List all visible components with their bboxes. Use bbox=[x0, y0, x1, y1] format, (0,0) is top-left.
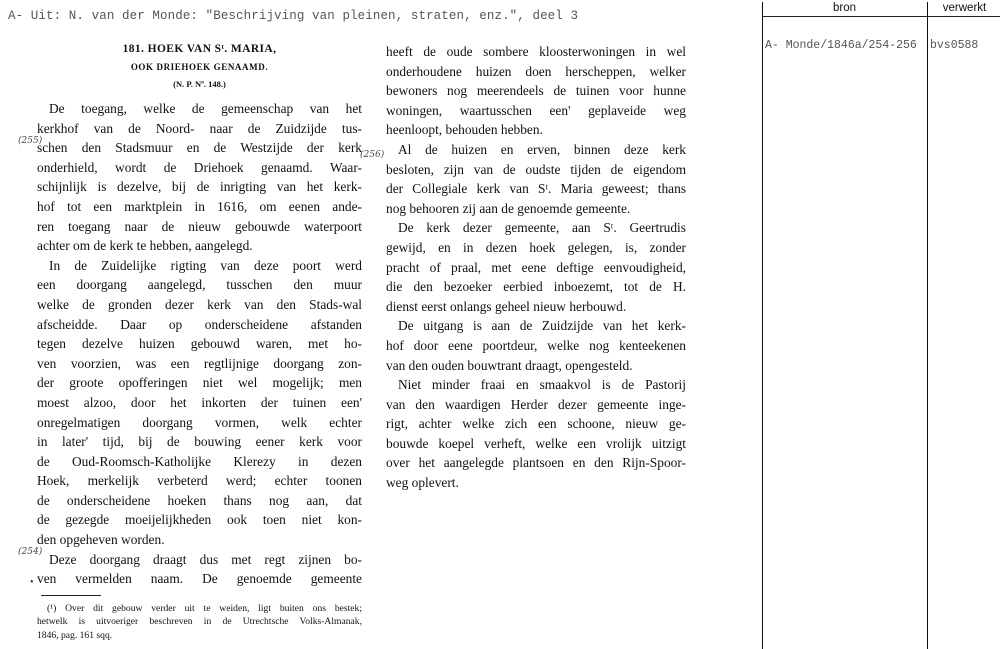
text-line: heenloopt, behouden hebben. bbox=[386, 122, 543, 138]
text-line: onderhield, wordt de Driehoek genaamd. Waar- bbox=[37, 159, 362, 175]
text-line: de gezegde moeijelijkheden ook toen niet kon- bbox=[37, 512, 362, 528]
footnote-rule bbox=[41, 595, 101, 596]
text-line: gewijd, en in dezen hoek gelegen, is, zonder bbox=[386, 239, 686, 255]
source-citation-line: A- Uit: N. van der Monde: "Beschrijving van pleinen, straten, enz.", deel 3 bbox=[8, 9, 579, 23]
text-line: rigt, achter welke zich een schoone, nieuw ge- bbox=[386, 416, 686, 432]
text-line: der Collegiale kerk van Sᵗ. Maria geweest; thans bbox=[386, 181, 686, 197]
text-line: bouwde koepel verheft, welke een vrolijk uitzigt bbox=[386, 435, 686, 451]
text-line: afscheidde. Daar op onderscheidene afstanden bbox=[37, 316, 362, 332]
text-line: ven voorzien, was een regtlijnige doorgang zon- bbox=[37, 355, 362, 371]
text-line: een doorgang aangelegd, tusschen den muur bbox=[37, 277, 362, 293]
table-header-rule bbox=[762, 16, 1000, 17]
text-line: onderhoudene huizen doen herscheppen, welker bbox=[386, 63, 686, 79]
text-line: besloten, zijn van de oudste tijden de eigendom bbox=[386, 161, 686, 177]
text-line: over het aangelegde plantsoen en den Rijn-Spoor- bbox=[386, 455, 686, 471]
text-line: Hoek, merkelijk verbeterd werd; echter toonen bbox=[37, 473, 362, 489]
margin-note-page-256: (256) bbox=[360, 150, 385, 160]
text-line: woningen, waartusschen een' geplaveide weg bbox=[386, 102, 686, 118]
table-border-middle bbox=[927, 2, 928, 649]
text-line: hof tot een marktplein in 1616, om eenen ande- bbox=[37, 198, 362, 214]
left-column-text bbox=[37, 99, 362, 589]
footnote-line: hetwelk is uitvoeriger beschreven in de Utrechtsche Volks-Almanak, bbox=[37, 616, 362, 628]
footnote-line: 1846, pag. 161 sqq. bbox=[37, 629, 113, 641]
text-line: nog behooren zij aan de genoemde gemeente. bbox=[386, 200, 631, 216]
text-line: de onderscheidene hoeken thans nog aan, dat bbox=[37, 492, 362, 508]
text-line: in later' tijd, bij de bouwing eener kerk voor bbox=[37, 434, 362, 450]
article-subtitle: OOK DRIEHOEK GENAAMD. bbox=[130, 62, 269, 72]
footnote-line: (¹) Over dit gebouw verder uit te weiden, ligt buiten ons bestek; bbox=[47, 602, 362, 614]
table-cell-bron: A- Monde/1846a/254-256 bbox=[765, 39, 917, 52]
footnote bbox=[37, 602, 362, 643]
text-line: moest alzoo, door het inkorten der tuinen een' bbox=[37, 394, 362, 410]
text-line: die den bezoeker eerbied inboezemt, tot de H. bbox=[386, 279, 686, 295]
text-line: Deze doorgang draagt dus met regt zijnen bo- bbox=[49, 551, 362, 567]
column-header-verwerkt: verwerkt bbox=[942, 2, 987, 14]
text-line: ren toegang naar de nieuw gebouwde waterpoort bbox=[37, 218, 362, 234]
text-line: De uitgang is aan de Zuidzijde van het kerk- bbox=[398, 318, 686, 334]
text-line: van den waardigen Herder dezer gemeente inge- bbox=[386, 396, 686, 412]
text-line: schen den Stadsmuur en de Westzijde der kerk bbox=[37, 140, 362, 156]
left-column bbox=[37, 42, 362, 642]
right-column bbox=[386, 42, 686, 493]
table-cell-verwerkt: bvs0588 bbox=[930, 39, 979, 52]
margin-note-page-255: (255) bbox=[18, 136, 43, 146]
text-line: De toegang, welke de gemeenschap van het bbox=[49, 101, 362, 116]
margin-note-page-254: (254) bbox=[18, 547, 43, 557]
text-line: hof door eene poortdeur, welke nog kenteekenen bbox=[386, 337, 686, 353]
article-reference: (N. P. Nº. 148.) bbox=[173, 79, 226, 89]
text-line: onregelmatigen doorgang vormen, welk echter bbox=[37, 414, 362, 430]
text-line: van den ouden bouwtrant draagt, opengesteld. bbox=[386, 357, 633, 373]
text-line: schijnlijk is dezelve, bij de inrigting van het kerk- bbox=[37, 179, 362, 195]
text-line: ven vermelden naam. De genoemde gemeente bbox=[37, 571, 362, 587]
text-line: achter om de kerk te hebben, aangelegd. bbox=[37, 238, 253, 254]
source-table bbox=[762, 0, 1000, 649]
text-line: dienst eerst onlangs geheel nieuw herbouwd. bbox=[386, 298, 627, 314]
column-header-bron: bron bbox=[832, 2, 857, 14]
table-border-left bbox=[762, 2, 763, 649]
text-line: kerkhof van de Noord- naar de Zuidzijde tus- bbox=[37, 120, 362, 136]
text-line: de Oud-Roomsch-Katholijke Klerezy in dezen bbox=[37, 453, 362, 469]
margin-dot: • bbox=[30, 577, 34, 588]
text-line: der groote opofferingen niet wel mogelijk; men bbox=[37, 375, 362, 391]
text-line: weg oplevert. bbox=[386, 475, 459, 491]
text-line: den opgeheven worden. bbox=[37, 532, 165, 548]
text-line: In de Zuidelijke rigting van deze poort werd bbox=[49, 257, 362, 273]
text-line: tegen dezelve huizen gebouwd waren, met ho- bbox=[37, 336, 362, 352]
text-line: heeft de oude sombere kloosterwoningen in wel bbox=[386, 44, 686, 59]
text-line: Niet minder fraai en smaakvol is de Pastorij bbox=[398, 377, 686, 393]
text-line: welke de gronden dezer kerk van den Stads-wal bbox=[37, 296, 362, 312]
right-column-text bbox=[386, 42, 686, 493]
text-line: De kerk dezer gemeente, aan Sᵗ. Geertrudis bbox=[398, 220, 686, 236]
text-line: Al de huizen en erven, binnen deze kerk bbox=[398, 141, 686, 157]
text-line: bewoners nog meerendeels de tuinen voor hunne bbox=[386, 83, 686, 99]
text-line: pracht of praal, met eene deftige eenvoudigheid, bbox=[386, 259, 686, 275]
article-title: 181. HOEK VAN Sᵗ. MARIA, bbox=[122, 43, 277, 55]
